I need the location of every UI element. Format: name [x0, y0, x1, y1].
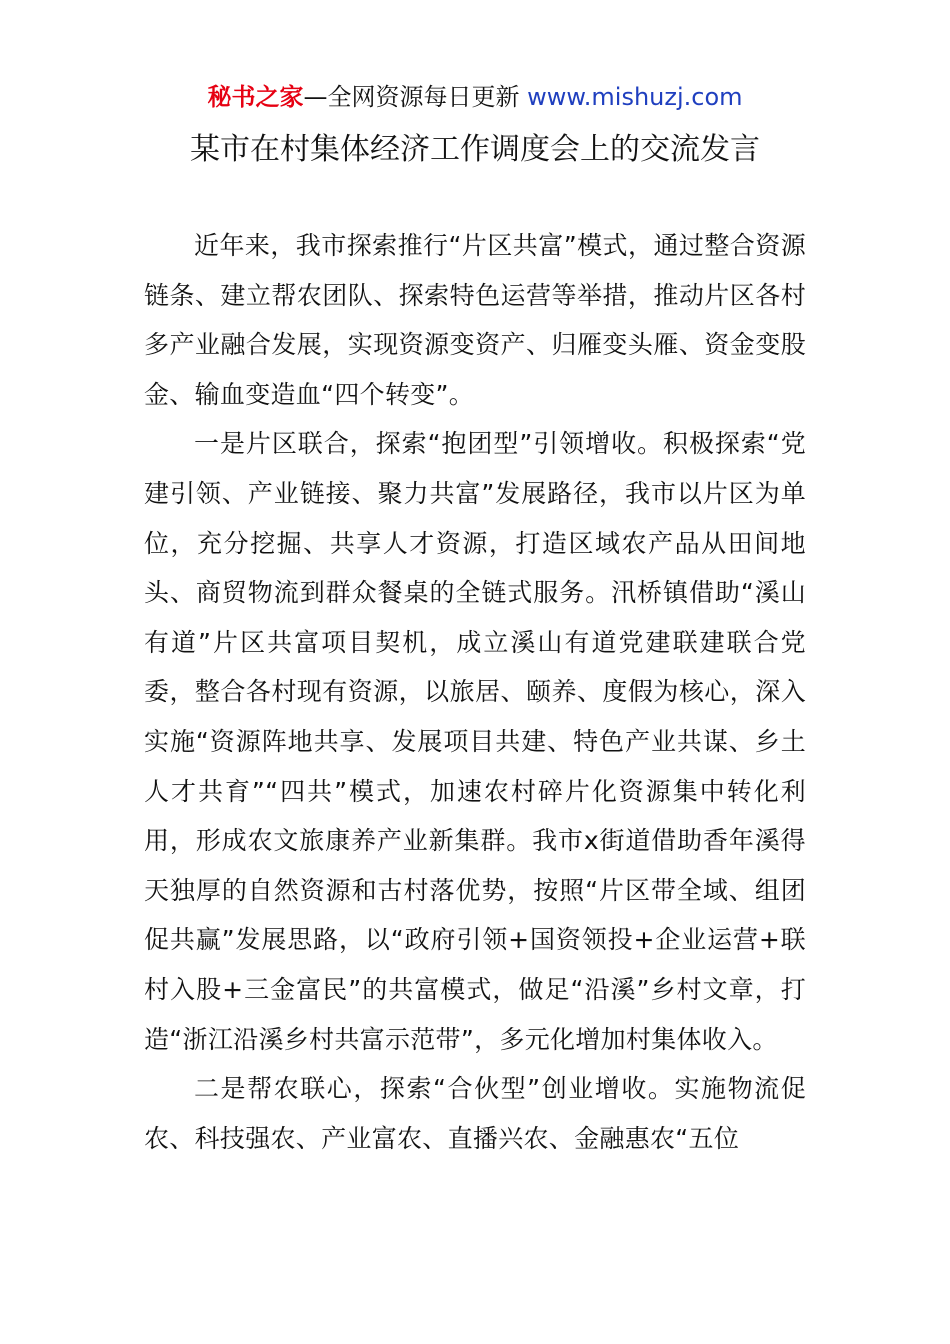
site-url-link[interactable]: www.mishuzj.com [527, 83, 743, 111]
site-tagline: —全网资源每日更新 [303, 83, 528, 111]
document-title: 某市在村集体经济工作调度会上的交流发言 [190, 132, 760, 167]
paragraph-point-one: 一是片区联合，探索“抱团型”引领增收。积极探索“党建引领、产业链接、聚力共富”发展路径，我市以片区为单位，充分挖掘、共享人才资源，打造区域农产品从田间地头、商贸物流到群众餐桌的全链式服务。汛桥镇借助“溪山有道”片区共富项目契机，成立溪山有道党建联建联合党委，整合各村现有资源，以旅居、颐养、度假为核心，深入实施“资源阵地共享、发展项目共建、特色产业共谋、乡土人才共育”“四共”模式，加速农村碎片化资源集中转化利用，形成农文旅康养产业新集群。我市x街道借助香年溪得天独厚的自然资源和古村落优势，按照“片区带全域、组团促共赢”发展思路，以“政府引领+国资领投+企业运营+联村入股+三金富民”的共富模式，做足“沿溪”乡村文章，打造“浙江沿溪乡村共富示范带”，多元化增加村集体收入。 [144, 429, 806, 1054]
paragraph-intro: 近年来，我市探索推行“片区共富”模式，通过整合资源链条、建立帮农团队、探索特色运营等举措，推动片区各村多产业融合发展，实现资源变资产、归雁变头雁、资金变股金、输血变造血“四个转变”。 [144, 231, 806, 409]
paragraph-point-two: 二是帮农联心，探索“合伙型”创业增收。实施物流促农、科技强农、产业富农、直播兴农、金融惠农“五位 [144, 1074, 806, 1153]
site-header [0, 80, 950, 114]
site-brand: 秘书之家 [207, 83, 304, 111]
document-body [144, 221, 806, 1163]
